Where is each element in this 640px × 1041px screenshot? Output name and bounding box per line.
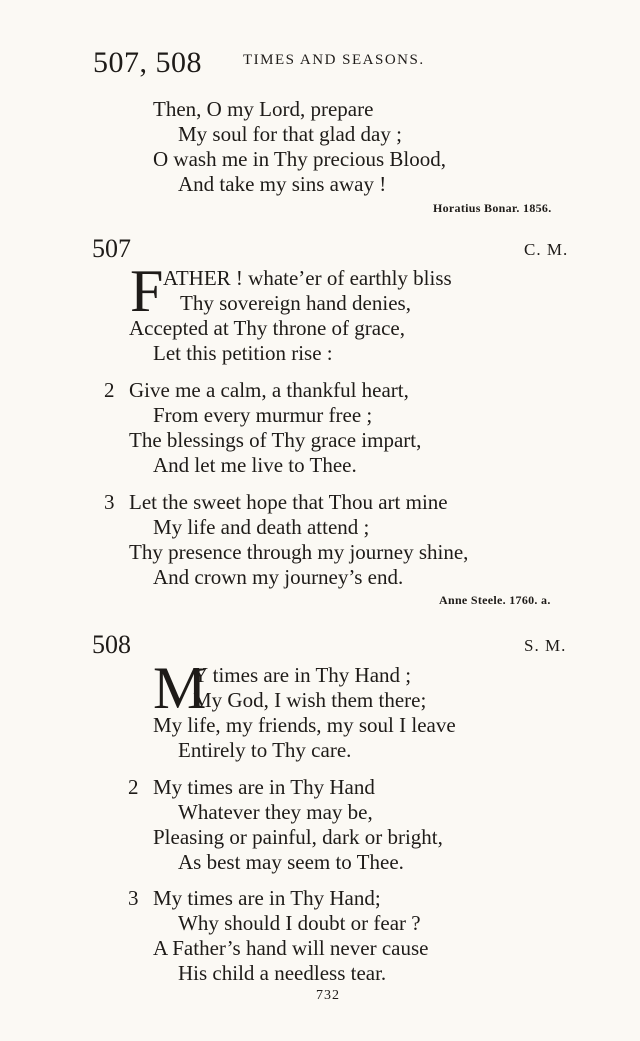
hymn-line: Whatever they may be, xyxy=(178,800,373,824)
hymn-number: 508 xyxy=(92,630,131,659)
hymn-line: Thy presence through my journey shine, xyxy=(129,540,469,564)
hymn-line: My life and death attend ; xyxy=(153,515,370,539)
hymn-line: Why should I doubt or fear ? xyxy=(178,911,421,935)
hymn-line: A Father’s hand will never cause xyxy=(153,936,429,960)
hymn-line: Pleasing or painful, dark or bright, xyxy=(153,825,443,849)
hymn-line: Let this petition rise : xyxy=(153,341,333,365)
hymn-line: O wash me in Thy precious Blood, xyxy=(153,147,446,171)
hymn-line: Then, O my Lord, prepare xyxy=(153,97,374,121)
verse-number: 3 xyxy=(104,490,115,514)
hymn-line: My life, my friends, my soul I leave xyxy=(153,713,456,737)
verse-number: 2 xyxy=(104,378,115,402)
hymn-meter: C. M. xyxy=(524,240,569,259)
hymn-line: Thy sovereign hand denies, xyxy=(180,291,411,315)
hymn-line: My God, I wish them there; xyxy=(193,688,427,712)
hymn-line: ATHER ! whate’er of earthly bliss xyxy=(163,266,452,290)
hymn-line: As best may seem to Thee. xyxy=(178,850,404,874)
hymn-line: And let me live to Thee. xyxy=(153,453,357,477)
page-header-hymn-numbers: 507, 508 xyxy=(93,46,202,79)
drop-cap-initial: F xyxy=(130,258,164,324)
hymn-meter: S. M. xyxy=(524,636,567,655)
drop-cap-initial: M xyxy=(153,655,207,721)
hymn-line: His child a needless tear. xyxy=(178,961,387,985)
page-number: 732 xyxy=(316,988,340,1003)
hymn-line: My times are in Thy Hand xyxy=(153,775,375,799)
hymn-line: And crown my journey’s end. xyxy=(153,565,404,589)
hymn-number: 507 xyxy=(92,234,131,263)
hymn-line: Let the sweet hope that Thou art mine xyxy=(129,490,448,514)
page-header-section-title: TIMES AND SEASONS. xyxy=(243,52,425,68)
hymn-line: My times are in Thy Hand; xyxy=(153,886,381,910)
hymn-line: My soul for that glad day ; xyxy=(178,122,402,146)
hymn-attribution: Anne Steele. 1760. a. xyxy=(439,593,551,607)
hymn-line: Entirely to Thy care. xyxy=(178,738,352,762)
verse-number: 2 xyxy=(128,775,139,799)
hymn-line: From every murmur free ; xyxy=(153,403,373,427)
hymn-line: Accepted at Thy throne of grace, xyxy=(129,316,405,340)
hymn-line: Y times are in Thy Hand ; xyxy=(193,663,412,687)
hymn-line: And take my sins away ! xyxy=(178,172,387,196)
hymn-attribution: Horatius Bonar. 1856. xyxy=(433,201,552,215)
hymn-line: Give me a calm, a thankful heart, xyxy=(129,378,409,402)
verse-number: 3 xyxy=(128,886,139,910)
hymn-line: The blessings of Thy grace impart, xyxy=(129,428,422,452)
